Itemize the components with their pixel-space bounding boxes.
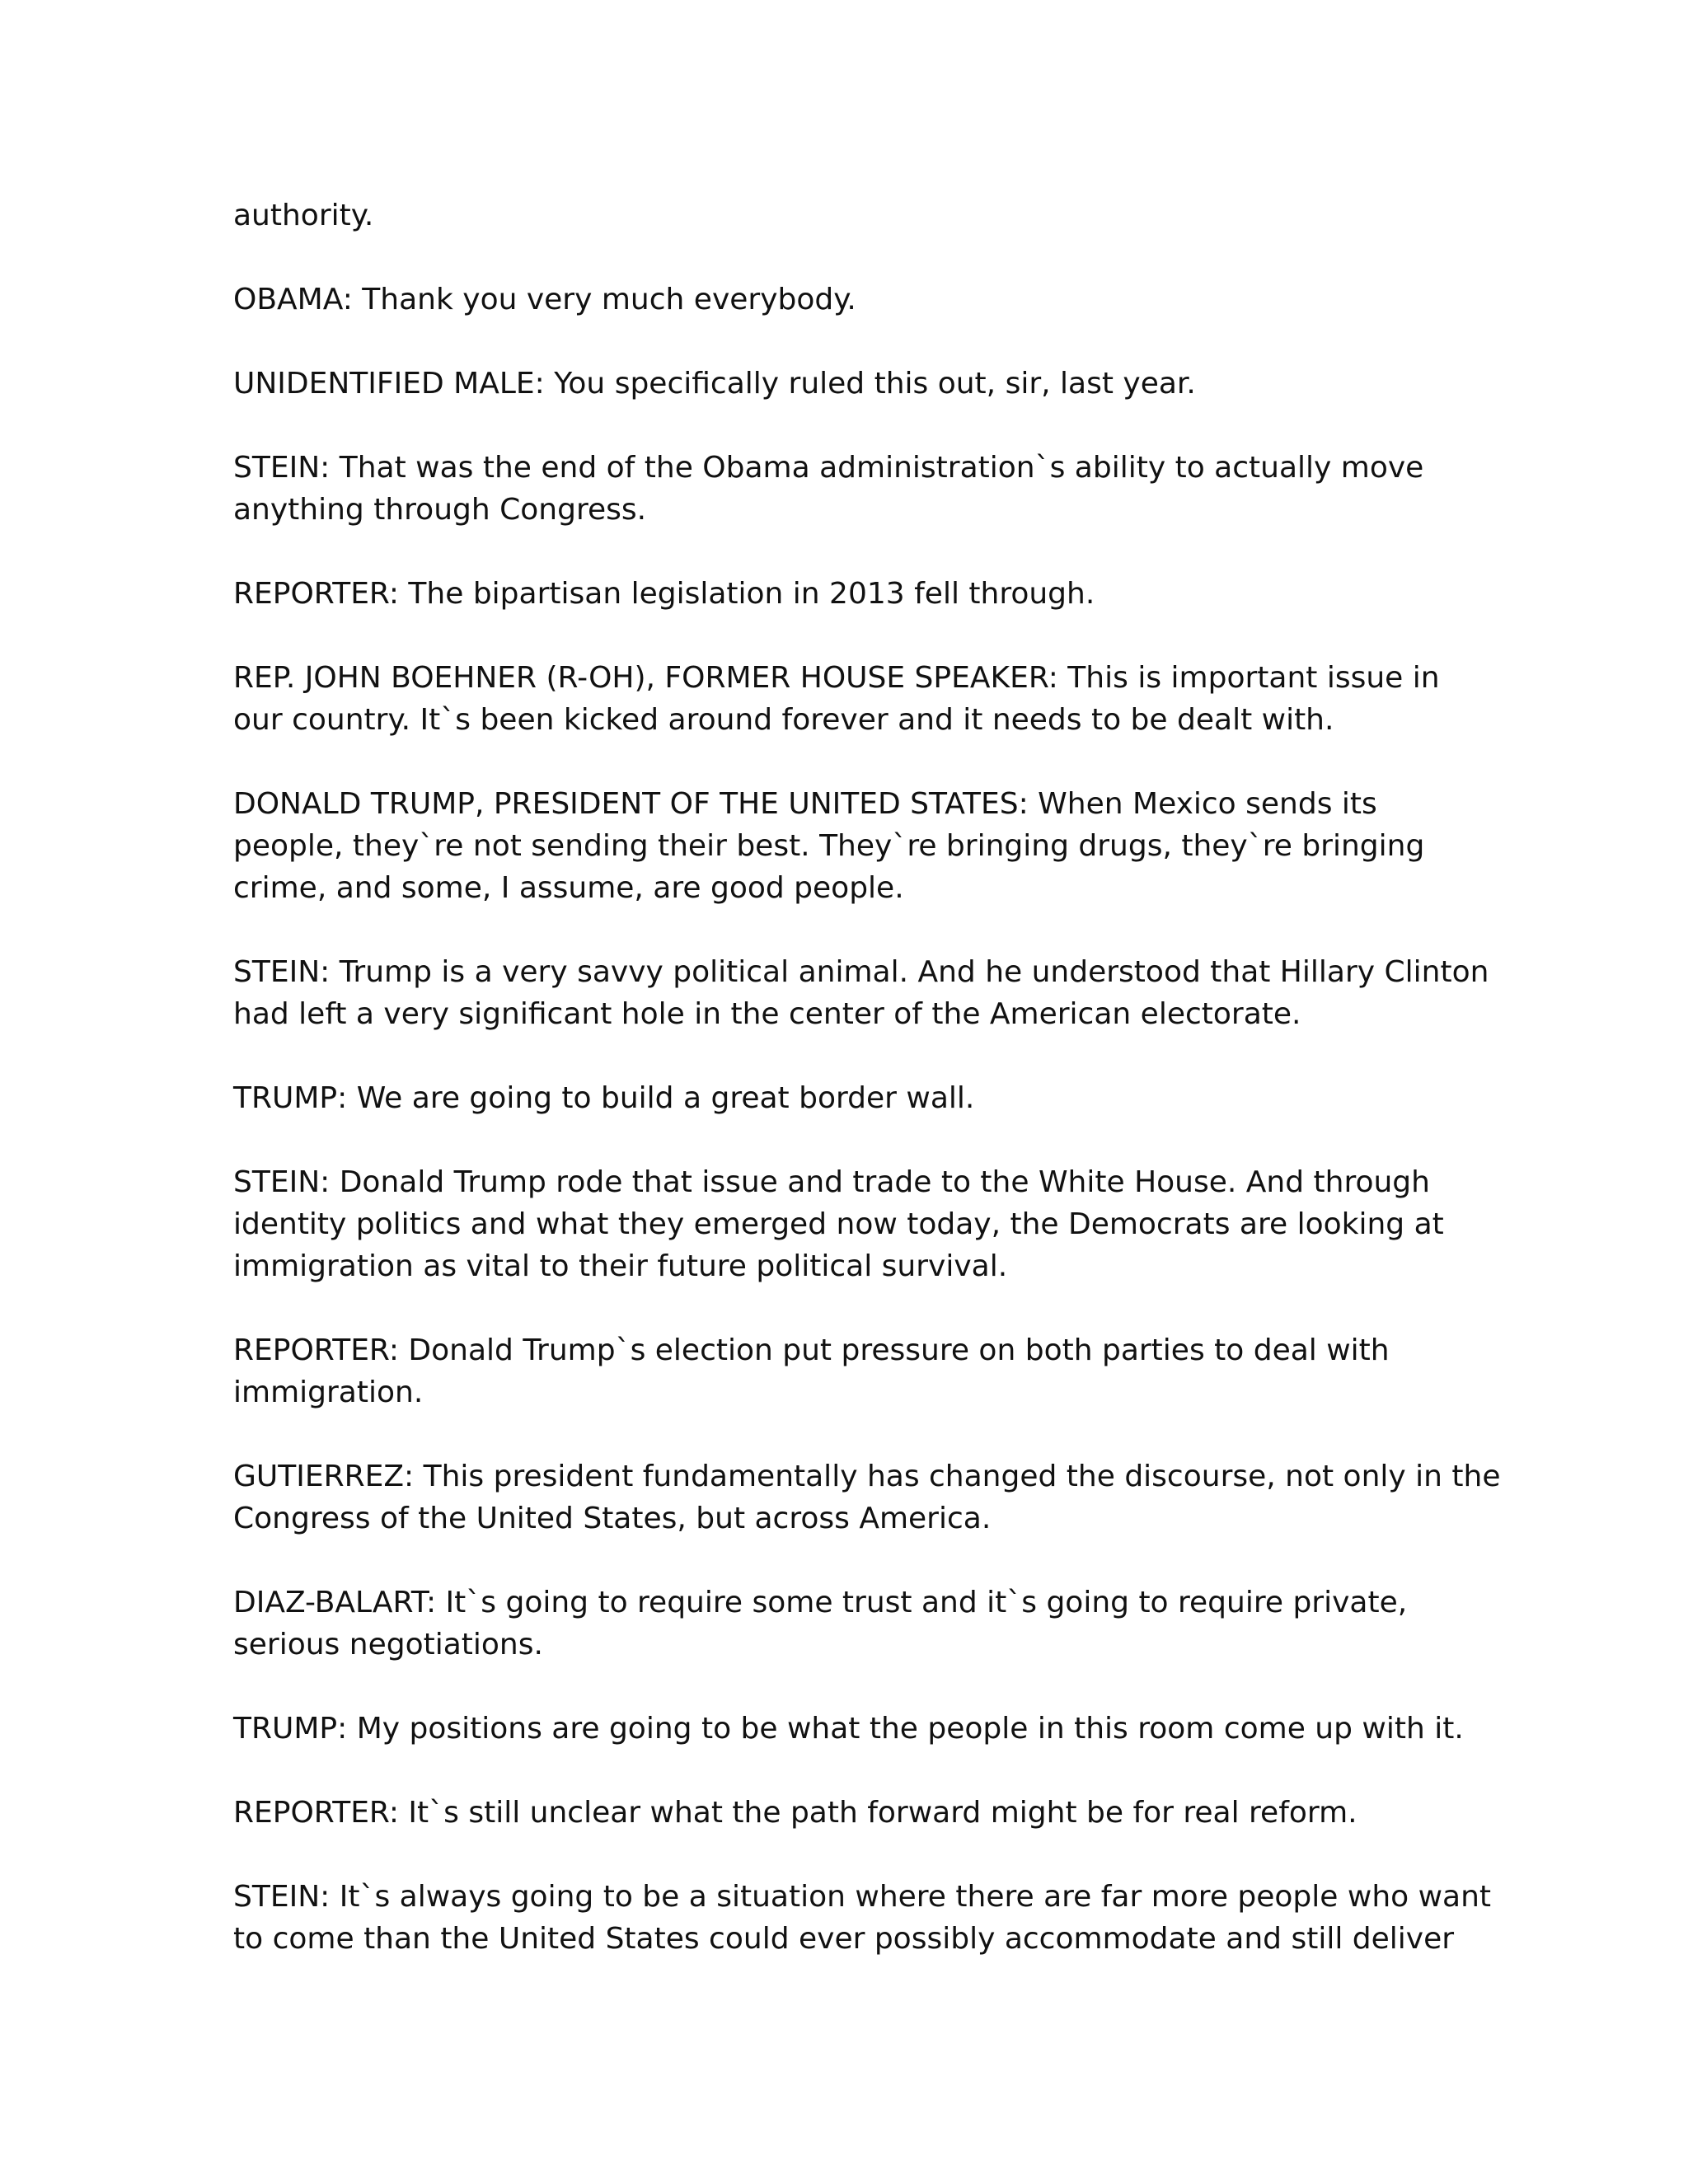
transcript-paragraph [233,447,1503,531]
transcript-line: our country. It`s been kicked around forever and it needs to be dealt with. [233,703,1334,737]
transcript-line: STEIN: That was the end of the Obama administration`s ability to actually move [233,451,1424,485]
transcript-line: identity politics and what they emerged now today, the Democrats are looking at [233,1207,1444,1241]
transcript-paragraph [233,1582,1503,1666]
transcript-line: Congress of the United States, but across America. [233,1502,992,1535]
transcript-line: STEIN: Trump is a very savvy political animal. And he understood that Hillary Clinton [233,955,1489,989]
transcript-line: STEIN: It`s always going to be a situation where there are far more people who want [233,1880,1492,1914]
transcript-line: UNIDENTIFIED MALE: You specifically ruled this out, sir, last year. [233,367,1196,401]
transcript-line: immigration. [233,1376,424,1409]
transcript-line: people, they`re not sending their best. They`re bringing drugs, they`re bringing [233,829,1425,863]
transcript-line: REPORTER: The bipartisan legislation in 2013 fell through. [233,577,1095,611]
transcript-paragraph [233,1708,1503,1750]
transcript-paragraph [233,657,1503,741]
transcript-paragraph [233,1161,1503,1287]
transcript-paragraph [233,951,1503,1035]
transcript-paragraph [233,1455,1503,1540]
transcript-line: REPORTER: It`s still unclear what the path forward might be for real reform. [233,1796,1357,1830]
transcript-paragraph [233,1876,1503,1960]
transcript-line: serious negotiations. [233,1628,543,1661]
transcript-body [233,194,1503,1960]
transcript-line: REP. JOHN BOEHNER (R-OH), FORMER HOUSE SPEAKER: This is important issue in [233,661,1440,695]
transcript-paragraph [233,1792,1503,1834]
transcript-line: DONALD TRUMP, PRESIDENT OF THE UNITED STATES: When Mexico sends its [233,787,1377,821]
transcript-line: TRUMP: We are going to build a great border wall. [233,1081,975,1115]
transcript-paragraph [233,1329,1503,1413]
transcript-paragraph [233,783,1503,909]
transcript-line: authority. [233,199,374,232]
transcript-paragraph [233,573,1503,615]
transcript-line: GUTIERREZ: This president fundamentally has changed the discourse, not only in the [233,1460,1501,1493]
transcript-line: immigration as vital to their future political survival. [233,1249,1008,1283]
transcript-line: DIAZ-BALART: It`s going to require some trust and it`s going to require private, [233,1586,1408,1619]
transcript-line: OBAMA: Thank you very much everybody. [233,283,856,316]
transcript-line: to come than the United States could ever possibly accommodate and still deliver [233,1922,1455,1956]
transcript-line: REPORTER: Donald Trump`s election put pressure on both parties to deal with [233,1333,1390,1367]
transcript-paragraph [233,363,1503,405]
transcript-paragraph [233,1077,1503,1119]
transcript-line: crime, and some, I assume, are good people. [233,871,904,905]
transcript-line: anything through Congress. [233,493,647,527]
transcript-line: STEIN: Donald Trump rode that issue and trade to the White House. And through [233,1165,1430,1199]
transcript-line: TRUMP: My positions are going to be what the people in this room come up with it. [233,1712,1464,1746]
transcript-paragraph [233,194,1503,237]
transcript-line: had left a very significant hole in the center of the American electorate. [233,997,1301,1031]
transcript-paragraph [233,279,1503,321]
